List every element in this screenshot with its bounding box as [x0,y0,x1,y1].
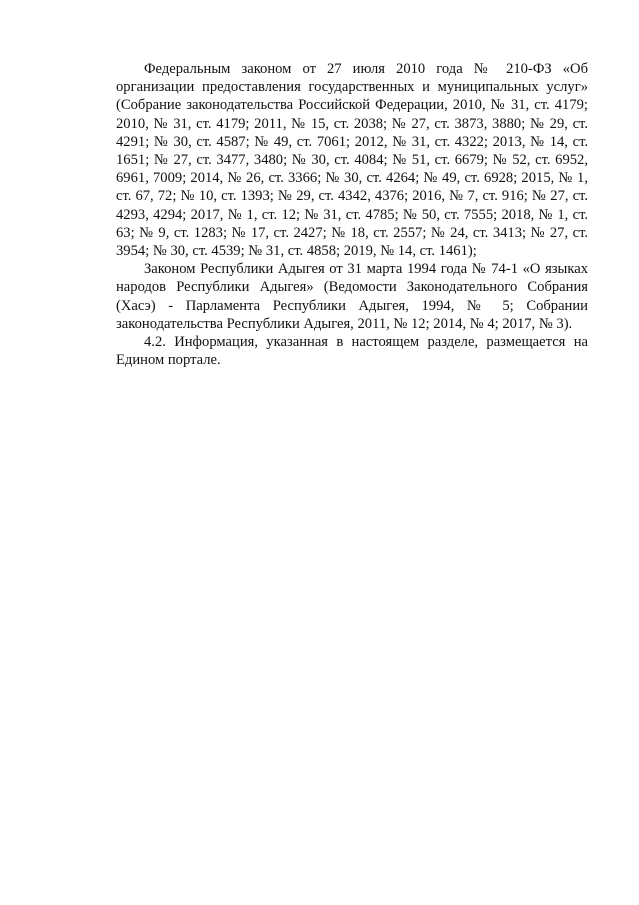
paragraph-adygea-law: Законом Республики Адыгея от 31 марта 1994 года № 74-1 «О языках народов Республики Адыгея» (Ведомости Законодательного Собрания (Хасэ) - Парламента Республики Адыгея, 1994, № 5; Собрании законодательства Республики Адыгея, 2011, № 12; 2014, № 4; 2017, № 3). [116,261,588,332]
paragraph-federal-law: Федеральным законом от 27 июля 2010 года № 210-ФЗ «Об организации предоставления государственных и муниципальных услуг» (Собрание законодательства Российской Федерации, 2010, № 31, ст. 4179; 2010, № 31, ст. 4179; 2011, № 15, ст. 2038; № 27, ст. 3873, 3880; № 29, ст. 4291; № 30, ст. 4587; № 49, ст. 7061; 2012, № 31, ст. 4322; 2013, № 14, ст. 1651; № 27, ст. 3477, 3480; № 30, ст. 4084; № 51, ст. 6679; № 52, ст. 6952, 6961, 7009; 2014, № 26, ст. 3366; № 30, ст. 4264; № 49, ст. 6928; 2015, № 1, ст. 67, 72; № 10, ст. 1393; № 29, ст. 4342, 4376; 2016, № 7, ст. 916; № 27, ст. 4293, 4294; 2017, № 1, ст. 12; № 31, ст. 4785; № 50, ст. 7555; 2018, № 1, ст. 63; № 9, ст. 1283; № 17, ст. 2427; № 18, ст. 2557; № 24, ст. 3413; № 27, ст. 3954; № 30, ст. 4539; № 31, ст. 4858; 2019, № 14, ст. 1461); [116,61,588,260]
document-body [116,60,588,369]
paragraph-section-4-2: 4.2. Информация, указанная в настоящем разделе, размещается на Едином портале. [116,334,588,369]
